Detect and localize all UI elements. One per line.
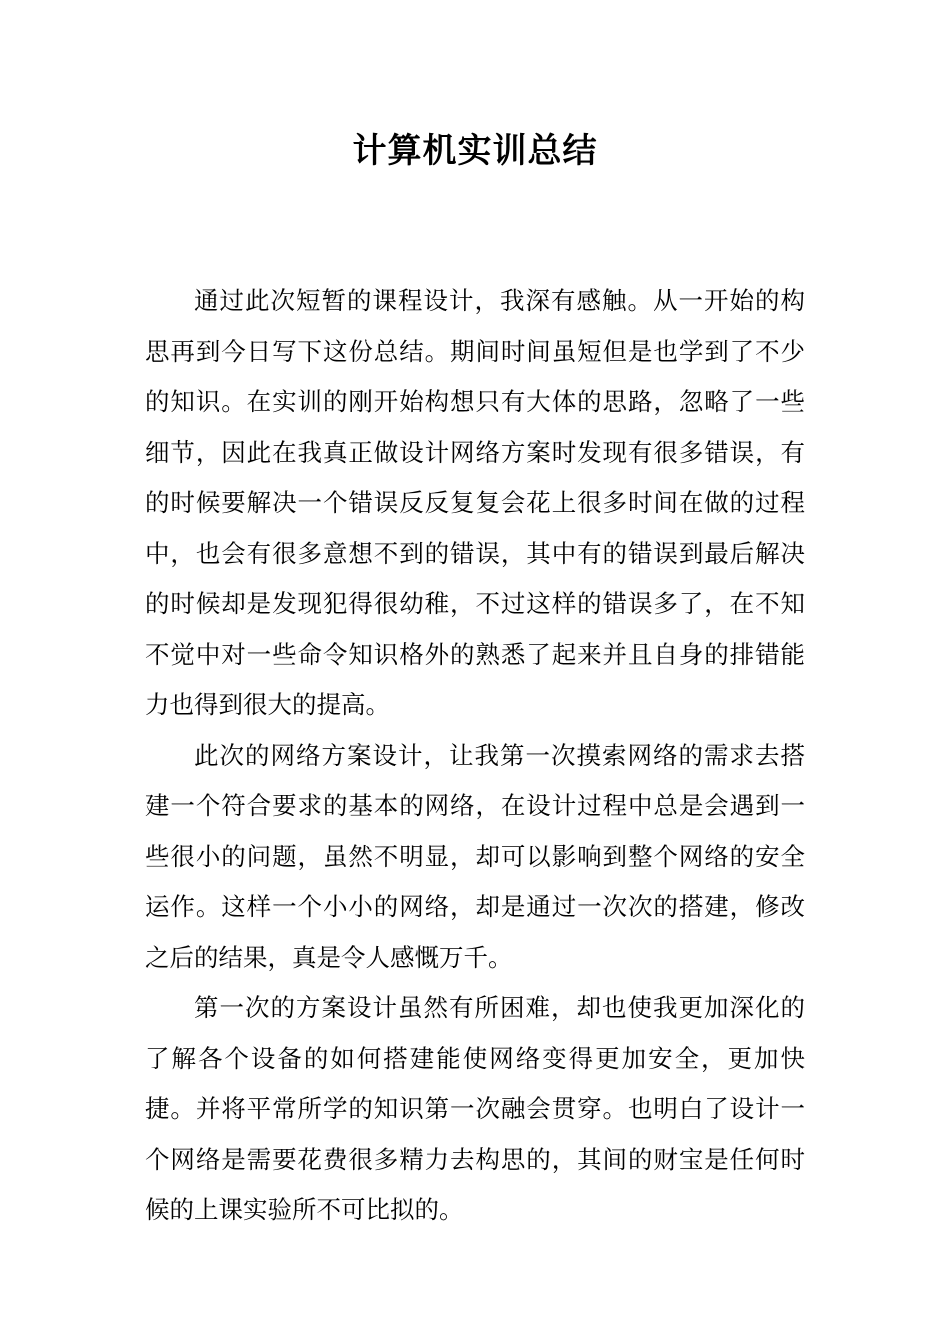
- document-body: [145, 276, 805, 1236]
- document-title: 计算机实训总结: [352, 131, 598, 171]
- paragraph-1: 通过此次短暂的课程设计，我深有感触。从一开始的构思再到今日写下这份总结。期间时间虽短但是也学到了不少的知识。在实训的刚开始构想只有大体的思路，忽略了一些细节，因此在我真正做设计网络方案时发现有很多错误，有的时候要解决一个错误反反复复会花上很多时间在做的过程中，也会有很多意想不到的错误，其中有的错误到最后解决的时候却是发现犯得很幼稚，不过这样的错误多了，在不知不觉中对一些命令知识格外的熟悉了起来并且自身的排错能力也得到很大的提高。: [145, 286, 805, 719]
- paragraph-3: 第一次的方案设计虽然有所困难，却也使我更加深化的了解各个设备的如何搭建能使网络变得更加安全，更加快捷。并将平常所学的知识第一次融会贯穿。也明白了设计一个网络是需要花费很多精力去构思的，其间的财宝是任何时候的上课实验所不可比拟的。: [145, 993, 805, 1224]
- paragraph-2: 此次的网络方案设计，让我第一次摸索网络的需求去搭建一个符合要求的基本的网络，在设计过程中总是会遇到一些很小的问题，虽然不明显，却可以影响到整个网络的安全运作。这样一个小小的网络，却是通过一次次的搭建，修改之后的结果，真是令人感慨万千。: [145, 740, 805, 972]
